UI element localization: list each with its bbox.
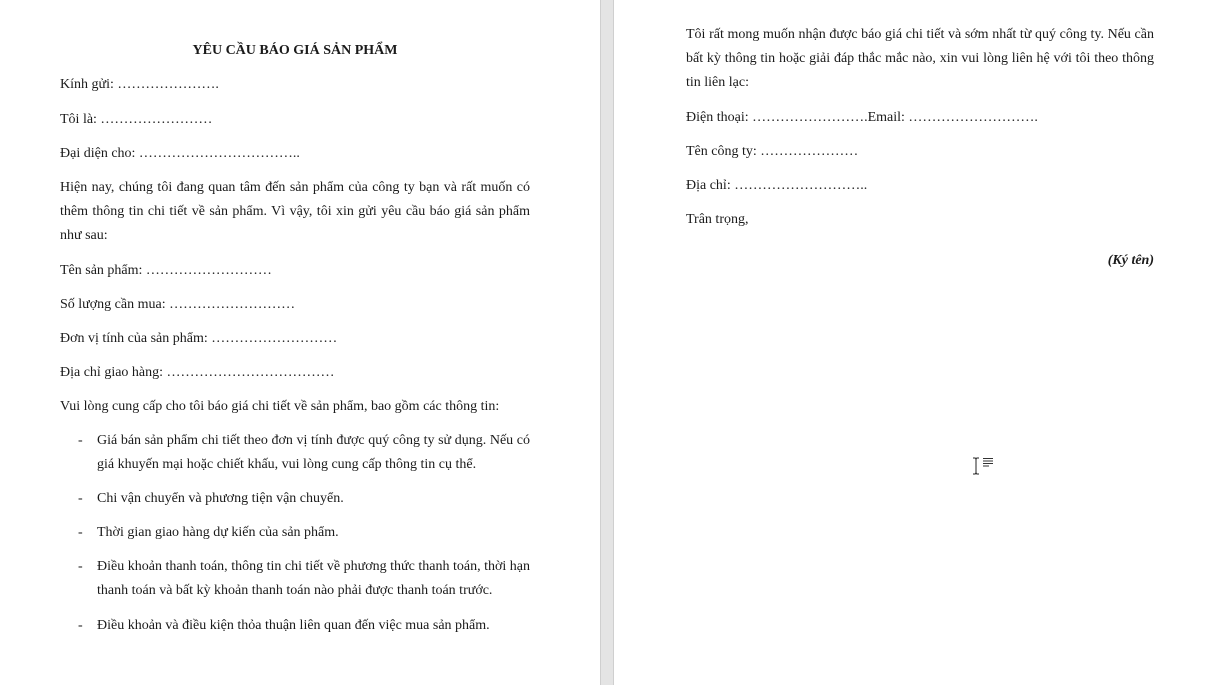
recipient-line: Kính gửi: …………………. [60, 77, 219, 92]
delivery-address-line: Địa chỉ giao hàng: ……………………………… [60, 365, 335, 380]
document-title: YÊU CẦU BÁO GIÁ SẢN PHẨM [192, 43, 398, 58]
list-item: Giá bán sản phẩm chi tiết theo đơn vị tính được quý công ty sử dụng. Nếu có giá khuyến mại hoặc chiết khấu, vui lòng cung cấp thông tin cụ thể. [97, 433, 530, 472]
list-item: Điều khoản thanh toán, thông tin chi tiết về phương thức thanh toán, thời hạn thanh toán và bất kỳ khoản thanh toán nào phải được thanh toán trước. [97, 559, 530, 598]
i-beam-cursor-icon [972, 457, 980, 475]
address-line: Địa chỉ: ……………………….. [686, 178, 868, 193]
company-line: Tên công ty: ………………… [686, 144, 859, 159]
contact-line: Điện thoại: …………………….Email: ………………………. [686, 110, 1038, 125]
quantity-line: Số lượng cần mua: ……………………… [60, 297, 296, 312]
bullet-marker: - [78, 433, 83, 448]
document-page-left [0, 0, 600, 685]
regards-line: Trân trọng, [686, 212, 749, 227]
document-page-right [614, 0, 1206, 685]
intro-paragraph: Hiện nay, chúng tôi đang quan tâm đến sản phẩm của công ty bạn và rất muốn có thêm thông tin chi tiết về sản phẩm. Vì vậy, tôi xin gửi yêu cầu báo giá sản phẩm như sau: [60, 180, 530, 243]
sender-line: Tôi là: …………………… [60, 112, 213, 127]
request-intro-line: Vui lòng cung cấp cho tôi báo giá chi tiết về sản phẩm, bao gồm các thông tin: [60, 399, 500, 414]
bullet-marker: - [78, 618, 83, 633]
page-gutter [600, 0, 614, 685]
bullet-marker: - [78, 525, 83, 540]
list-item: Chi vận chuyển và phương tiện vận chuyển. [97, 491, 344, 506]
bullet-marker: - [78, 491, 83, 506]
product-name-line: Tên sản phẩm: ……………………… [60, 263, 272, 278]
unit-line: Đơn vị tính của sản phẩm: ……………………… [60, 331, 338, 346]
signature-label: (Ký tên) [1107, 253, 1154, 268]
closing-request-paragraph: Tôi rất mong muốn nhận được báo giá chi tiết và sớm nhất từ quý công ty. Nếu cần bất kỳ thông tin hoặc giải đáp thắc mắc nào, xin vui lòng liên hệ với tôi theo thông tin liên lạc: [686, 27, 1154, 90]
bullet-marker: - [78, 559, 83, 574]
paragraph-mark-icon [983, 457, 993, 467]
list-item: Thời gian giao hàng dự kiến của sản phẩm. [97, 525, 339, 540]
list-item: Điều khoản và điều kiện thỏa thuận liên quan đến việc mua sản phẩm. [97, 618, 490, 633]
represent-line: Đại diện cho: …………………………….. [60, 146, 300, 161]
